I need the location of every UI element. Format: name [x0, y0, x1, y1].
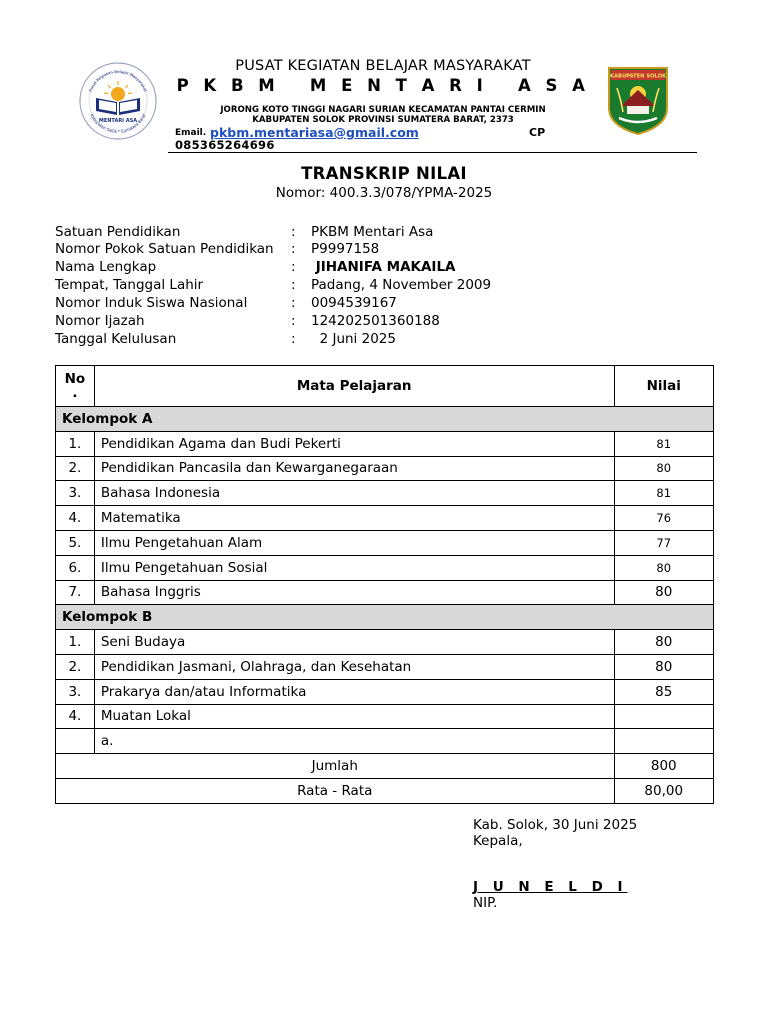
average-value: 80,00 [614, 778, 714, 803]
table-row [56, 704, 714, 729]
header-no-line1: No [64, 371, 86, 387]
table-header-row [56, 366, 714, 407]
row-subject: Seni Budaya [94, 630, 614, 655]
row-subject: Ilmu Pengetahuan Alam [94, 530, 614, 555]
info-value: Padang, 4 November 2009 [311, 277, 492, 293]
row-value: 80 [614, 580, 714, 605]
row-no: 1. [56, 630, 95, 655]
document-number: Nomor: 400.3.3/078/YPMA-2025 [275, 185, 493, 201]
group-label: Kelompok B [56, 605, 714, 630]
info-value: PKBM Mentari Asa [311, 224, 434, 240]
signature-place-date: Kab. Solok, 30 Juni 2025 [473, 817, 638, 833]
row-value [614, 729, 714, 754]
row-no [56, 729, 95, 754]
table-row [56, 555, 714, 580]
info-label: Nomor Induk Siswa Nasional [55, 295, 248, 311]
info-label: Tanggal Kelulusan [55, 331, 177, 347]
group-row-b [56, 605, 714, 630]
row-value [614, 704, 714, 729]
signatory-nip: NIP. [473, 895, 498, 911]
table-row [56, 729, 714, 754]
table-row [56, 679, 714, 704]
row-subject: Pendidikan Pancasila dan Kewarganegaraan [94, 456, 614, 481]
row-no: 2. [56, 456, 95, 481]
logo-center-text: MENTARI ASA [98, 118, 138, 124]
table-row [56, 456, 714, 481]
info-colon: : [291, 331, 296, 347]
row-no: 5. [56, 530, 95, 555]
logo-ring-bottom: Kabupaten Solok * Sumatera Barat [89, 112, 147, 135]
total-row [56, 754, 714, 779]
row-subject: Pendidikan Agama dan Budi Pekerti [94, 431, 614, 456]
row-subject: Muatan Lokal [94, 704, 614, 729]
row-no: 3. [56, 679, 95, 704]
total-label: Jumlah [56, 754, 615, 779]
table-row [56, 530, 714, 555]
row-subject: Prakarya dan/atau Informatika [94, 679, 614, 704]
info-colon: : [291, 241, 296, 257]
average-row [56, 778, 714, 803]
info-colon: : [291, 277, 296, 293]
row-value: 80 [614, 456, 714, 481]
row-no: 6. [56, 555, 95, 580]
org-name-line: PUSAT KEGIATAN BELAJAR MASYARAKAT [235, 58, 531, 74]
info-colon: : [291, 295, 296, 311]
info-value: 124202501360188 [311, 313, 440, 329]
address-line-2: KABUPATEN SOLOK PROVINSI SUMATERA BARAT, 2373 [252, 115, 514, 125]
info-value: P9997158 [311, 241, 380, 257]
group-label: Kelompok A [56, 407, 714, 432]
info-label: Nomor Ijazah [55, 313, 145, 329]
info-colon: : [291, 313, 296, 329]
logo-ring-top: Pusat Kegiatan Belajar Masyarakat [87, 68, 149, 93]
pkbm-logo [78, 61, 158, 141]
cp-label: CP [529, 126, 546, 139]
row-value: 80 [614, 555, 714, 580]
row-subject: Pendidikan Jasmani, Olahraga, dan Kesehatan [94, 654, 614, 679]
row-value: 81 [614, 481, 714, 506]
info-colon: : [291, 224, 296, 240]
signatory-name: J U N E L D I [473, 879, 628, 895]
student-name: JIHANIFA MAKAILA [311, 259, 456, 275]
average-label: Rata - Rata [56, 778, 615, 803]
table-row [56, 481, 714, 506]
row-subject: Bahasa Inggris [94, 580, 614, 605]
row-value: 76 [614, 506, 714, 531]
info-label: Nomor Pokok Satuan Pendidikan [55, 241, 274, 257]
info-label: Satuan Pendidikan [55, 224, 181, 240]
table-row [56, 431, 714, 456]
row-value: 85 [614, 679, 714, 704]
header-divider [168, 152, 697, 153]
info-value: 2 Juni 2025 [311, 331, 396, 347]
header-no [56, 366, 95, 407]
row-subject: a. [94, 729, 614, 754]
row-subject: Bahasa Indonesia [94, 481, 614, 506]
row-subject: Matematika [94, 506, 614, 531]
total-value: 800 [614, 754, 714, 779]
signature-position: Kepala, [473, 833, 523, 849]
row-no: 3. [56, 481, 95, 506]
table-row [56, 580, 714, 605]
row-no: 2. [56, 654, 95, 679]
row-value: 77 [614, 530, 714, 555]
row-value: 81 [614, 431, 714, 456]
phone-number: 085365264696 [175, 138, 275, 152]
kabupaten-solok-emblem [605, 62, 671, 136]
row-no: 4. [56, 704, 95, 729]
info-colon: : [291, 259, 296, 275]
grades-table [55, 365, 714, 804]
row-no: 7. [56, 580, 95, 605]
document-title: TRANSKRIP NILAI [301, 164, 467, 183]
row-value: 80 [614, 654, 714, 679]
info-value: 0094539167 [311, 295, 397, 311]
row-value: 80 [614, 630, 714, 655]
email-label: Email. [175, 128, 207, 138]
org-name-title: P K B M M E N T A R I A S A [176, 76, 590, 95]
address-line-1: JORONG KOTO TINGGI NAGARI SURIAN KECAMATAN PANTAI CERMIN [220, 105, 546, 115]
table-row [56, 630, 714, 655]
header-subject: Mata Pelajaran [94, 366, 614, 407]
row-no: 1. [56, 431, 95, 456]
group-row-a [56, 407, 714, 432]
row-subject: Ilmu Pengetahuan Sosial [94, 555, 614, 580]
email-link[interactable]: pkbm.mentariasa@gmail.com [210, 125, 419, 140]
header-value: Nilai [614, 366, 714, 407]
header-no-line2: . [72, 385, 78, 401]
info-label: Nama Lengkap [55, 259, 157, 275]
emblem-banner-text: KABUPATEN SOLOK [609, 73, 667, 80]
info-label: Tempat, Tanggal Lahir [55, 277, 204, 293]
row-no: 4. [56, 506, 95, 531]
table-row [56, 506, 714, 531]
table-row [56, 654, 714, 679]
